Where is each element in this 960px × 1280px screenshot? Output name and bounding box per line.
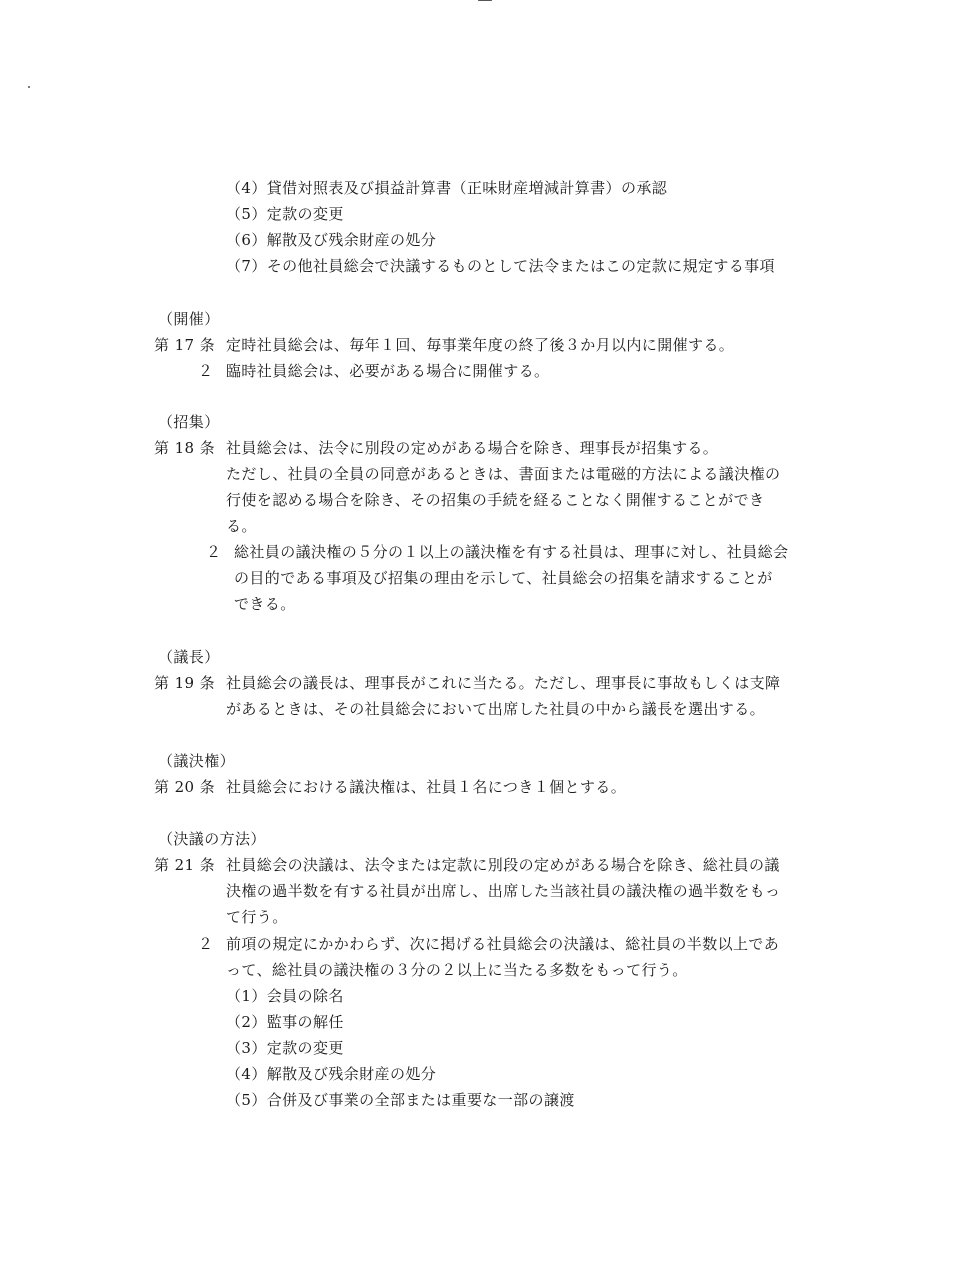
list-item: （5）定款の変更 [226,205,344,223]
article-heading: （決議の方法） [158,830,266,848]
list-item: （1）会員の除名 [226,987,344,1005]
paragraph-text: 前項の規定にかかわらず、次に掲げる社員総会の決議は、総社員の半数以上であ [226,935,780,953]
article-text: て行う。 [226,908,288,926]
article-text: ただし、社員の全員の同意があるときは、書面または電磁的方法による議決権の [226,465,781,483]
article-text: 決権の過半数を有する社員が出席し、出席した当該社員の議決権の過半数をもっ [226,882,781,900]
article-text: 行使を認める場合を除き、その招集の手続を経ることなく開催することができ [226,491,765,509]
article-heading: （議決権） [158,752,236,770]
paragraph-text: の目的である事項及び招集の理由を示して、社員総会の招集を請求することが [234,569,773,587]
list-item: （4）貸借対照表及び損益計算書（正味財産増減計算書）の承認 [226,179,668,197]
paragraph-number: ２ [206,543,222,561]
paragraph-text: って、総社員の議決権の３分の２以上に当たる多数をもって行う。 [226,961,688,979]
article-text: 社員総会は、法令に別段の定めがある場合を除き、理事長が招集する。 [226,439,719,457]
article-text: 定時社員総会は、毎年１回、毎事業年度の終了後３か月以内に開催する。 [226,336,735,354]
article-number: 第 21 条 [154,856,216,874]
paragraph-number: ２ [198,935,214,953]
list-item: （7）その他社員総会で決議するものとして法令またはこの定款に規定する事項 [226,257,775,275]
article-heading: （開催） [158,310,220,328]
scan-speck [28,86,30,88]
list-item: （3）定款の変更 [226,1039,344,1057]
list-item: （6）解散及び残余財産の処分 [226,231,437,249]
article-text: 社員総会の決議は、法令または定款に別段の定めがある場合を除き、総社員の議 [226,856,780,874]
article-text: る。 [226,517,257,535]
list-item: （5）合併及び事業の全部または重要な一部の譲渡 [226,1091,575,1109]
article-text: 社員総会における議決権は、社員１名につき１個とする。 [226,778,627,796]
article-number: 第 18 条 [154,439,216,457]
paragraph-text: できる。 [234,595,296,613]
article-heading: （招集） [158,413,220,431]
paragraph-text: 総社員の議決権の５分の１以上の議決権を有する社員は、理事に対し、社員総会 [234,543,789,561]
article-text: 社員総会の議長は、理事長がこれに当たる。ただし、理事長に事故もしくは支障 [226,674,781,692]
article-number: 第 19 条 [154,674,216,692]
paragraph-number: ２ [198,362,214,380]
article-number: 第 17 条 [154,336,216,354]
article-number: 第 20 条 [154,778,216,796]
article-text: があるときは、その社員総会において出席した社員の中から議長を選出する。 [226,700,766,718]
paragraph-text: 臨時社員総会は、必要がある場合に開催する。 [226,362,550,380]
list-item: （4）解散及び残余財産の処分 [226,1065,437,1083]
scan-speck [478,0,492,1]
list-item: （2）監事の解任 [226,1013,344,1031]
article-heading: （議長） [158,648,220,666]
